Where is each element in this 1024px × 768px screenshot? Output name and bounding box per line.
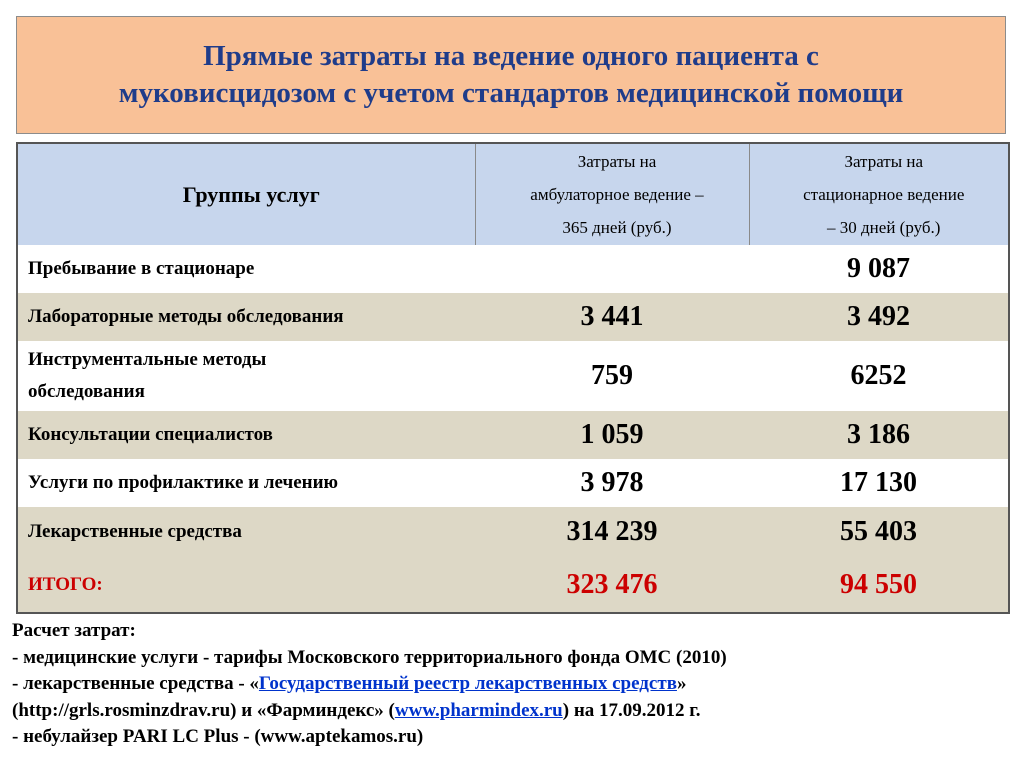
row-label: Услуги по профилактике и лечению (17, 459, 475, 507)
table-row (17, 411, 1009, 459)
table-row (17, 459, 1009, 507)
row-label: Лабораторные методы обследования (17, 293, 475, 341)
inpatient-value: 9 087 (749, 245, 1009, 293)
inpatient-value: 6252 (749, 341, 1009, 411)
outpatient-value: 1 059 (475, 411, 749, 459)
outpatient-value: 314 239 (475, 507, 749, 557)
outpatient-value: 3 978 (475, 459, 749, 507)
header-outpatient: Затраты на амбулаторное ведение – 365 дней (руб.) (475, 143, 749, 245)
slide-title (16, 16, 1006, 134)
cost-table (16, 142, 1010, 614)
header-groups: Группы услуг (17, 143, 475, 245)
grls-registry-link[interactable]: Государственный реестр лекарственных средств (258, 673, 677, 694)
title-line-2: муковисцидозом с учетом стандартов медицинской помощи (118, 77, 904, 109)
table-row (17, 507, 1009, 557)
total-outpatient-value: 323 476 (475, 557, 749, 613)
calculation-notes (12, 618, 1012, 751)
header-inpatient: Затраты на стационарное ведение – 30 дней (руб.) (749, 143, 1009, 245)
total-inpatient-value: 94 550 (749, 557, 1009, 613)
inpatient-value: 17 130 (749, 459, 1009, 507)
table-row (17, 341, 1009, 411)
table-row (17, 245, 1009, 293)
total-label: ИТОГО: (17, 557, 475, 613)
row-label: Консультации специалистов (17, 411, 475, 459)
outpatient-value (475, 245, 749, 293)
outpatient-value: 3 441 (475, 293, 749, 341)
title-line-1: Прямые затраты на ведение одного пациента с (203, 40, 819, 72)
notes-line-drugs: - лекарственные средства - «Государственный реестр лекарственных средств» (12, 673, 687, 694)
notes-line-medical: - медицинские услуги - тарифы Московского территориального фонда ОМС (2010) (12, 646, 727, 668)
total-row (17, 557, 1009, 613)
inpatient-value: 3 186 (749, 411, 1009, 459)
row-label: Лекарственные средства (17, 507, 475, 557)
inpatient-value: 55 403 (749, 507, 1009, 557)
notes-line-nebulizer: - небулайзер PARI LC Plus - (www.aptekamos.ru) (12, 726, 424, 747)
notes-heading: Расчет затрат: (12, 620, 136, 641)
row-label: Пребывание в стационаре (17, 245, 475, 293)
notes-line-sources: (http://grls.rosminzdrav.ru) и «Фарминдекс» (www.pharmindex.ru) на 17.09.2012 г. (12, 699, 701, 721)
table-header-row (17, 143, 1009, 245)
table-row (17, 293, 1009, 341)
pharmindex-link[interactable]: www.pharmindex.ru (394, 699, 563, 721)
outpatient-value: 759 (475, 341, 749, 411)
inpatient-value: 3 492 (749, 293, 1009, 341)
row-label: Инструментальные методы обследования (17, 341, 475, 411)
